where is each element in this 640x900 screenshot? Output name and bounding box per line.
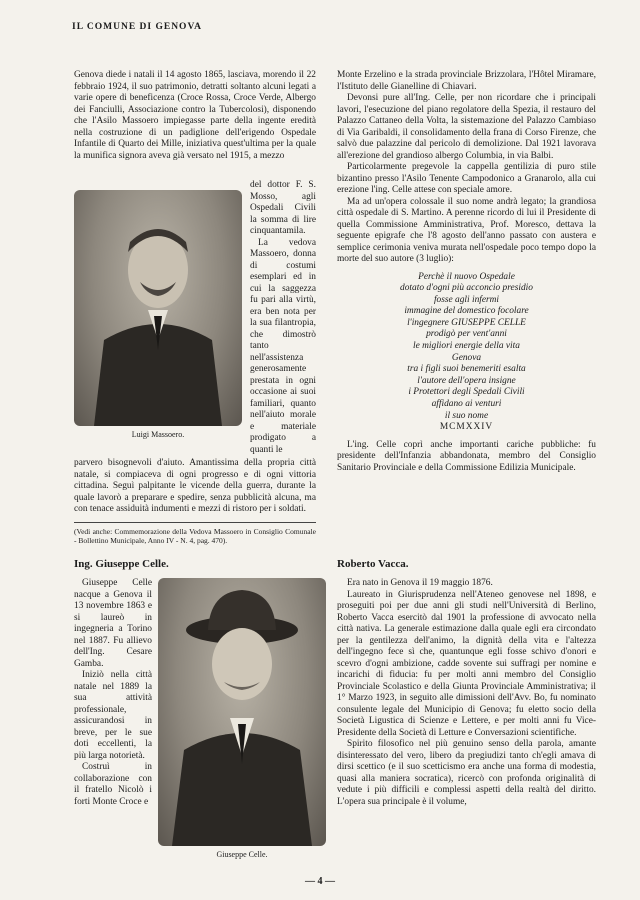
celle-hospital-para: Ma ad un'opera colossale il suo nome andrà legato; la grandiosa città ospedale di S. Martino. A perenne ricordo di lui il Presidente di quella Commissione Amministrativa, Prof. Moresco, dettava la seguente epigrafe che l'8 agosto dell'anno passato con austera e semplice cerimonia veniva murata nell'ospedale poco tempo dopo la morte del suo autore (3 luglio):	[337, 196, 596, 264]
celle-side-para1: Giuseppe Celle nacque a Genova il 13 novembre 1863 e si laureò in ingegneria a Torino nel 1887. Fu allievo dell'Ing. Cesare Gamba.	[74, 578, 152, 669]
massoero-side-para2: La vedova Massoero, donna di costumi esemplari ed in cui la saggezza fu pari alla virtù, era ben nota per la sua filantropia, che dimostrò tanto nell'assistenza generosamente prestata in ogni occasione ai suoi familiari, quanto nell'aiuto morale e materiale prodigato a quanti le	[250, 237, 316, 455]
epigraph-line: immagine del domestico focolare	[404, 306, 529, 317]
epigraph-line: le migliori energie della vita	[413, 341, 520, 352]
massoero-side-text	[250, 180, 316, 456]
divider	[74, 522, 316, 523]
epigraph-line: MCMXXIV	[439, 422, 494, 433]
footnote: (Vedi anche: Commemorazione della Vedova Massoero in Consiglio Comunale - Bollettino Municipale, Anno IV - N. 4, pag. 470).	[74, 526, 316, 545]
celle-offices-para: L'ing. Celle coprì anche importanti cariche pubbliche: fu presidente dell'Infanzia abbandonata, membro del Consiglio Sanitario Provinciale e della Commissione Edilizia Municipale.	[337, 439, 596, 473]
massoero-side-para1: del dottor F. S. Mosso, agli Ospedali Civili la somma di lire cinquantamila.	[250, 180, 316, 236]
celle-cont-para: Monte Erzelino e la strada provinciale Brizzolara, l'Hôtel Miramare, l'Istituto delle Gianelline di Chiavari.	[337, 70, 596, 92]
epigraph-line: l'ingegnere GIUSEPPE CELLE	[407, 317, 526, 328]
epigraph-line: tra i figli suoi benemeriti esalta	[407, 364, 526, 375]
celle-side-text	[74, 578, 152, 808]
celle-side-para3: Costruì in collaborazione con il fratello Nicolò i forti Monte Croce e	[74, 762, 152, 807]
epigraph-line: dotato d'ogni più acconcio presidio	[400, 283, 533, 294]
celle-chapel-para: Particolarmente pregevole la cappella gentilizia di puro stile bizantino presso l'Asilo Tenente Campodonico a Granarolo, alla cui erezione l'ing. Celle attese con speciale amore.	[337, 162, 596, 195]
celle-heading: Ing. Giuseppe Celle.	[74, 558, 169, 570]
photo2-caption: Giuseppe Celle.	[216, 850, 268, 859]
massoero-full-width	[74, 458, 316, 545]
photo1-caption: Luigi Massoero.	[131, 430, 185, 439]
luigi-massoero-photo	[74, 190, 242, 426]
epigraph-line: fosse agli infermi	[433, 294, 500, 305]
page-number: — 4 —	[305, 876, 335, 887]
celle-side-para2: Iniziò nella città natale nel 1889 la sua attività professionale, assicurandosi in breve, per le sue doti eccellenti, la più larga notorietà.	[74, 670, 152, 761]
epigraph-line: affidano ai venturi	[431, 399, 502, 410]
right-column	[337, 70, 596, 474]
vacca-para3: Spirito filosofico nel più genuino senso della parola, amante disinteressato del vero, libero da pregiudizi tanto ch'egli amava di dirsi scettico (e il suo scetticismo era anche una forma di modestia, quasi alla maniera socratica), ricercò con profonda originalità di vedute i più difficili e complessi aspetti della realtà del diritto. L'opera sua principale è il volume,	[337, 739, 596, 807]
epigraph-line: i Protettori degli Spedali Civili	[408, 387, 525, 398]
vacca-para2: Laureato in Giurisprudenza nell'Ateneo genovese nel 1898, e proseguiti poi per due anni gli studi nell'Università di Berlino, Roberto Vacca esercitò dal 1901 la professione di avvocato nella città nativa. La generale estimazione dalla quale egli era circondato per la gentilezza dell'animo, la dignità della vita e l'altezza dell'ingegno fece sì che, quantunque egli fosse schivo d'onori e scevro d'ogni ambizione, cadde sovente sui suffragi per nomine e incarichi di fiducia: fu per molti anni membro del Consiglio Provinciale Scolastico e della Giunta Provinciale Amministrativa; il 1° Marzo 1923, in seguito alle dimissioni dell'Avv. Bo, fu nominato consulente legale del Municipio di Genova; fu eletto socio della Società Ligustica di Scienze e Lettere, e per molti anni fu Vice-Presidente della Società di Letture e Conversazioni scientifiche.	[337, 589, 596, 738]
massoero-para2-cont: parvero bisognevoli d'aiuto. Amantissima della propria città natale, si compiaceva di ogni progresso e di ogni vittoria cittadina. Seguì palpitante le vicende della guerra, durante la quale lavorò a preparare e spedire, senza pubblicità alcuna, ma con tenace assiduità indumenti e mezzi di ristoro per i soldati.	[74, 458, 316, 514]
page-header: IL COMUNE DI GENOVA	[72, 22, 202, 32]
portrait-illustration	[74, 190, 242, 426]
giuseppe-celle-photo	[158, 578, 326, 846]
left-column	[74, 70, 316, 162]
vacca-text	[337, 578, 596, 808]
massoero-paragraph: Genova diede i natali il 14 agosto 1865, lasciava, morendo il 22 febbraio 1924, il suo patrimonio, detratti soltanto alcuni legati a varie opere di beneficenza (Croce Rossa, Croce Verde, Albergo dei Fanciulli, Associazione contro la Tubercolosi), disponendo che l'Asilo Massoero impiegasse parte della ingente eredità nella costruzione di un padiglione dell'erigendo Ospedale Infantile di Quarto dei Mille, iniziativa quest'ultima per la quale la munifica signora aveva già versato nel 1915, a mezzo	[74, 70, 316, 161]
epigraph	[337, 272, 596, 434]
epigraph-line: Genova	[451, 352, 482, 363]
epigraph-line: il suo nome	[444, 410, 489, 421]
epigraph-line: prodigò per vent'anni	[426, 329, 507, 340]
vacca-heading: Roberto Vacca.	[337, 558, 409, 570]
epigraph-line: l'autore dell'opera insigne	[417, 375, 516, 386]
vacca-para1: Era nato in Genova il 19 maggio 1876.	[347, 578, 493, 588]
epigraph-line: Perchè il nuovo Ospedale	[418, 271, 515, 282]
portrait-illustration	[158, 578, 326, 846]
celle-works-para: Devonsi pure all'Ing. Celle, per non ricordare che i principali lavori, l'esecuzione del piano regolatore della Spezia, il restauro del Palazzo Cattaneo della Volta, la sistemazione del Palazzo Cambiaso di Via Garibaldi, il consolidamento della frana di Corso Firenze, che salvò due palazzine dal pericolo di demolizione. Dal 1921 lavorava all'erezione del grandioso albergo Columbia, in via Balbi.	[337, 93, 596, 161]
